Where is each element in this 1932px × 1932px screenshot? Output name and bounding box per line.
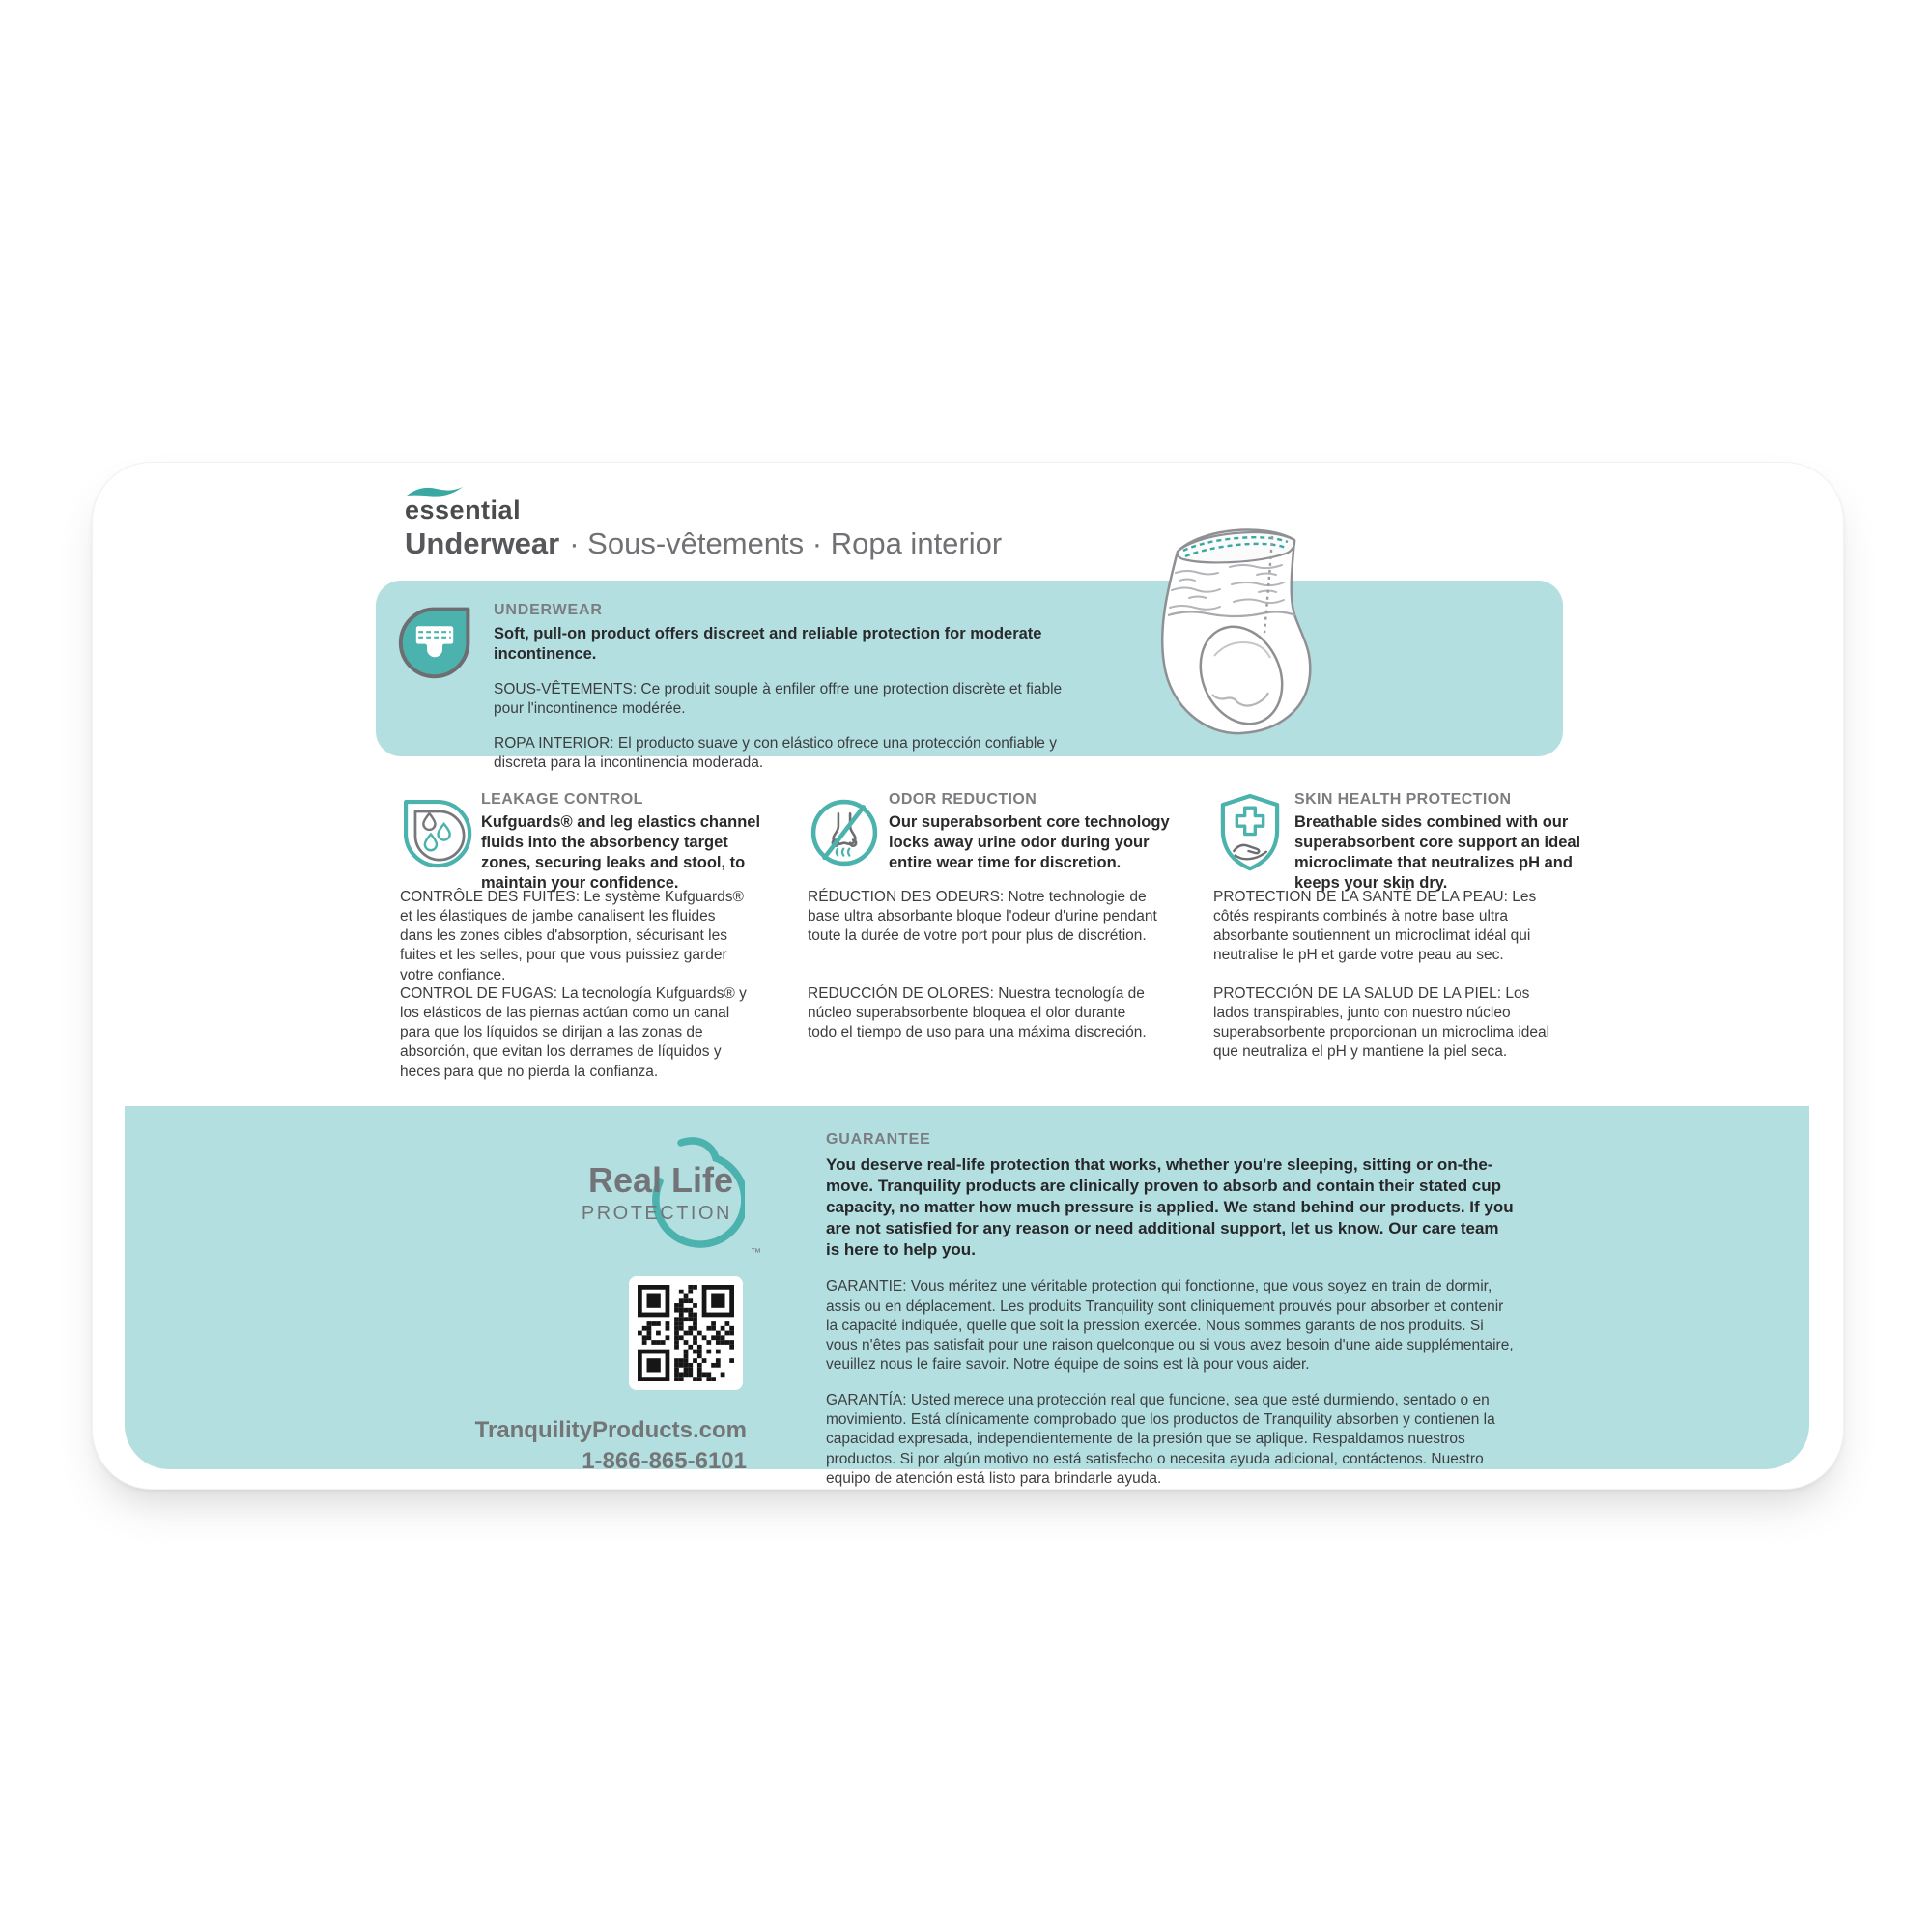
product-line-en: Underwear [405,526,560,560]
real-life-logo-line1: Real Life [587,1160,733,1200]
intro-heading: UNDERWEAR [494,602,603,618]
trademark-symbol: ™ [751,1247,761,1259]
feature-heading: ODOR REDUCTION [889,791,1037,808]
guarantee-text-en: You deserve real-life protection that works, whether you're sleeping, sitting or on-the-move. Tranquility products are clinically proven to absorb and contain their stated cup capacity, no matter how much pressure is applied. We stand behind our products. If you are not satisfied for any reason or need additional support, let us know. Our care team is here to help you. [826,1155,1514,1260]
feature-text-en: Our superabsorbent core technology locks away urine odor during your entire wear time for discretion. [889,813,1170,872]
real-life-logo-line2: PROTECTION [581,1203,732,1224]
feature-text-es: CONTROL DE FUGAS: La tecnología Kufguards® y los elásticos de las piernas actúan como un canal para que los líquidos se dirijan a las zonas de absorción, que evitan los derrames de líquidos y heces para que no pierda la confianza. [400,985,747,1080]
guarantee-text-fr: GARANTIE: Vous méritez une véritable protection qui fonctionne, que vous soyez en train de dormir, assis ou en déplacement. Les produits Tranquility sont cliniquement prouvés pour absorber et contenir la capacité indiquée, quelle que soit la pression exercée. Nous sommes garants de nos produits. Si vous n'êtes pas satisfait pour une raison quelconque ou si vous avez besoin d'une aide supplémentaire, veuillez nous le faire savoir. Notre équipe de soins est là pour vous aider. [826,1278,1514,1374]
guarantee-text-block [826,1131,1514,1489]
guarantee-band [125,1106,1809,1487]
guarantee-heading: GUARANTEE [826,1131,931,1148]
product-intro-box [376,581,1563,772]
brand-name: essential [405,496,522,525]
feature-leakage-control [400,791,761,1081]
intro-text-block [494,602,1160,774]
feature-text-es: REDUCCIÓN DE OLORES: Nuestra tecnología de núcleo superabsorbente bloquea el olor durante todo el tiempo de uso para una máxima discreción. [808,985,1147,1041]
feature-heading: SKIN HEALTH PROTECTION [1294,791,1512,808]
underwear-product-illustration [1151,515,1344,745]
feature-text-en: Breathable sides combined with our superabsorbent core support an ideal microclimate that neutralizes pH and keeps your skin dry. [1294,813,1581,893]
qr-code [629,1276,743,1390]
intro-text-en: Soft, pull-on product offers discreet and reliable protection for moderate incontinence. [494,625,1042,664]
product-title [405,526,1002,561]
intro-text-fr: SOUS-VÊTEMENTS: Ce produit souple à enfiler offre une protection discrète et fiable pour l'incontinence modérée. [494,680,1063,718]
feature-text-fr: PROTECTION DE LA SANTÉ DE LA PEAU: Les côtés respirants combinés à notre base ultra absorbante soutiennent un microclimat idéal qui neutralise le pH et garde votre peau au sec. [1213,889,1537,964]
feature-text-es: PROTECCIÓN DE LA SALUD DE LA PIEL: Los lados transpirables, junto con nuestro núcleo superabsorbente proporcionan un microclima ideal que neutraliza el pH y mantiene la piel seca. [1213,985,1550,1061]
feature-text-fr: CONTRÔLE DES FUITES: Le système Kufguards® et les élastiques de jambe canalisent les fluides dans les zones cibles d'absorption, sécurisant les fuites et les selles, pour que vous puissiez garder votre confiance. [400,889,744,983]
shield-cross-hand-icon [1213,791,1287,874]
underwear-icon [396,604,473,681]
phone-number-text: 1-866-865-6101 [582,1448,747,1474]
feature-text-fr: RÉDUCTION DES ODEURS: Notre technologie de base ultra absorbante bloque l'odeur d'urine pendant toute la durée de votre port pour plus de discrétion. [808,889,1157,945]
feature-text-en: Kufguards® and leg elastics channel fluids into the absorbency target zones, securing leaks and stool, to maintain your confidence. [481,813,761,893]
website-text: TranquilityProducts.com [474,1417,747,1443]
intro-text-es: ROPA INTERIOR: El producto suave y con elástico ofrece una protección confiable y discreta para la incontinencia moderada. [494,734,1057,772]
no-odor-nose-icon [808,791,881,874]
leakage-drop-icon [400,791,473,874]
product-line-intl: · Sous-vêtements · Ropa interior [569,526,1003,560]
feature-odor-reduction [808,791,1170,1081]
feature-heading: LEAKAGE CONTROL [481,791,643,808]
package-back-panel [92,462,1844,1490]
guarantee-text-es: GARANTÍA: Usted merece una protección real que funcione, sea que esté durmiendo, sentado o en movimiento. Está clínicamente comprobado que los productos de Tranquility absorben y contienen la capacidad expresada, independientemente de la presión que se aplique. Respaldamos nuestros productos. Si por algún motivo no está satisfecho o necesita ayuda adicional, contáctenos. Nuestro equipo de atención está listo para brindarle ayuda. [826,1392,1495,1487]
feature-skin-health [1213,791,1581,1081]
